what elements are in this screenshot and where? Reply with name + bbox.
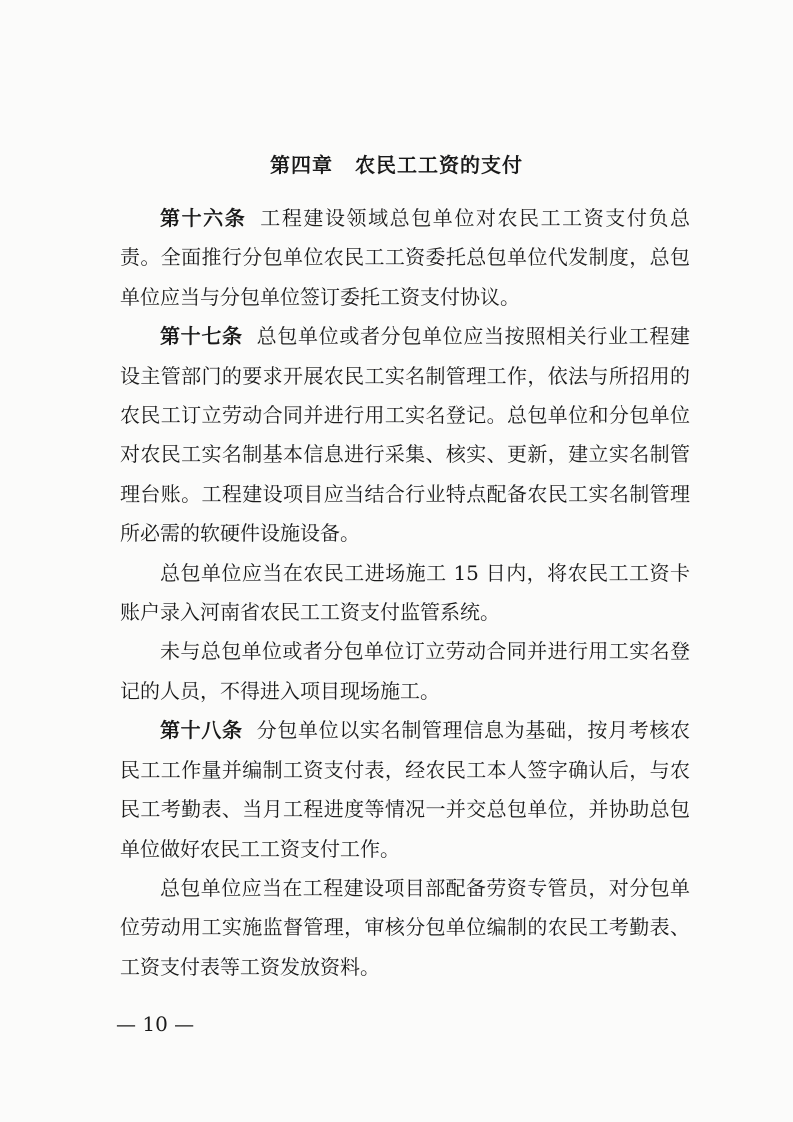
chapter-title: 农民工工资的支付 <box>355 153 523 177</box>
paragraph <box>120 317 690 553</box>
paragraph <box>120 711 690 869</box>
paragraph-text: 总包单位或者分包单位应当按照相关行业工程建设主管部门的要求开展农民工实名制管理工作，依法与所招用的农民工订立劳动合同并进行用工实名登记。总包单位和分包单位对农民工实名制基本信息进行采集、核实、更新，建立实名制管理台账。工程建设项目应当结合行业特点配备农民工实名制管理所必需的软硬件设施设备。 <box>120 324 691 546</box>
paragraph <box>120 632 690 711</box>
article-number: 第十七条 <box>160 324 243 349</box>
paragraph-text: 未与总包单位或者分包单位订立劳动合同并进行用工实名登记的人员，不得进入项目现场施工。 <box>120 639 690 703</box>
article-number: 第十六条 <box>160 206 247 230</box>
chapter-heading <box>0 149 793 178</box>
chapter-label: 第四章 <box>270 153 333 177</box>
article-number: 第十八条 <box>160 718 243 743</box>
paragraph-text: 分包单位以实名制管理信息为基础，按月考核农民工工作量并编制工资支付表，经农民工本人签字确认后，与农民工考勤表、当月工程进度等情况一并交总包单位，并协助总包单位做好农民工工资支付工作。 <box>120 718 691 861</box>
paragraph-text: 工程建设领域总包单位对农民工工资支付负总责。全面推行分包单位农民工工资委托总包单位代发制度，总包单位应当与分包单位签订委托工资支付协议。 <box>120 206 691 309</box>
paragraph-text: 总包单位应当在农民工进场施工 15 日内，将农民工工资卡账户录入河南省农民工工资支付监管系统。 <box>120 560 690 625</box>
paragraph <box>120 554 690 633</box>
paragraph <box>120 869 690 987</box>
body-text <box>120 199 690 987</box>
paragraph-text: 总包单位应当在工程建设项目部配备劳资专管员，对分包单位劳动用工实施监督管理，审核分包单位编制的农民工考勤表、工资支付表等工资发放资料。 <box>120 875 690 979</box>
paragraph <box>120 199 690 317</box>
page-number: — 10 — <box>116 1012 195 1036</box>
